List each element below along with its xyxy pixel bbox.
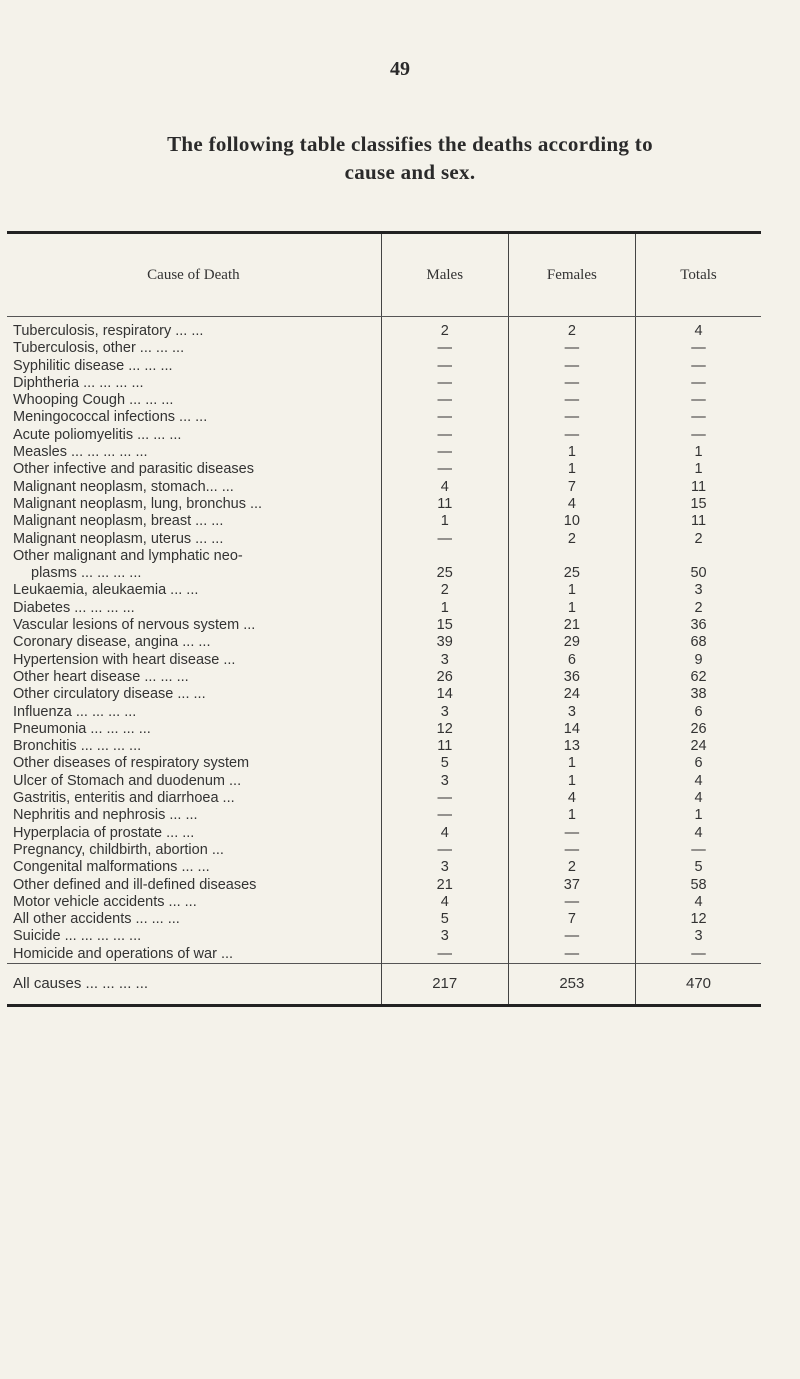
table-row bbox=[7, 773, 761, 790]
males-cell: — bbox=[381, 392, 508, 409]
males-cell: 4 bbox=[381, 825, 508, 842]
header-totals: Totals bbox=[636, 234, 761, 317]
females-cell: 25 bbox=[508, 548, 635, 583]
totals-cell: 6 bbox=[636, 755, 761, 772]
totals-cell: 2 bbox=[636, 600, 761, 617]
males-cell: — bbox=[381, 531, 508, 548]
females-cell: 7 bbox=[508, 911, 635, 928]
totals-cell: — bbox=[636, 946, 761, 964]
females-cell: 1 bbox=[508, 444, 635, 461]
males-cell: — bbox=[381, 427, 508, 444]
cause-cell: Meningococcal infections ... ... bbox=[13, 409, 208, 426]
table-row bbox=[7, 513, 761, 530]
totals-cell: — bbox=[636, 842, 761, 859]
cause-cell: Other circulatory disease ... ... bbox=[13, 686, 206, 703]
cause-cell: Influenza ... ... ... ... bbox=[13, 703, 137, 720]
males-cell: 25 bbox=[381, 548, 508, 583]
table-row bbox=[7, 842, 761, 859]
cause-cell: Syphilitic disease ... ... ... bbox=[13, 357, 173, 374]
cause-cell: Coronary disease, angina ... ... bbox=[13, 634, 211, 651]
totals-cell: 58 bbox=[636, 877, 761, 894]
table-row bbox=[7, 790, 761, 807]
table-row bbox=[7, 807, 761, 824]
females-cell: — bbox=[508, 358, 635, 375]
females-cell: 1 bbox=[508, 755, 635, 772]
females-cell: 2 bbox=[508, 859, 635, 876]
females-cell: — bbox=[508, 946, 635, 964]
cause-cell: Homicide and operations of war ... bbox=[13, 945, 234, 962]
totals-cell: 26 bbox=[636, 721, 761, 738]
table-row bbox=[7, 582, 761, 599]
table-row bbox=[7, 652, 761, 669]
totals-cell: 36 bbox=[636, 617, 761, 634]
males-cell: — bbox=[381, 946, 508, 964]
females-cell: 10 bbox=[508, 513, 635, 530]
table-row bbox=[7, 548, 761, 583]
cause-cell: Other infective and parasitic diseases bbox=[13, 461, 254, 478]
cause-cell: Leukaemia, aleukaemia ... ... bbox=[13, 582, 199, 599]
cause-cell: Hypertension with heart disease ... bbox=[13, 651, 236, 668]
cause-cell: Measles ... ... ... ... ... bbox=[13, 444, 148, 461]
cause-cell: Hyperplacia of prostate ... ... bbox=[13, 824, 195, 841]
females-cell: — bbox=[508, 928, 635, 945]
cause-cell: Other diseases of respiratory system bbox=[13, 755, 250, 772]
females-cell: — bbox=[508, 427, 635, 444]
deaths-by-cause-table bbox=[7, 234, 761, 1004]
females-cell: 4 bbox=[508, 496, 635, 513]
totals-cell: 15 bbox=[636, 496, 761, 513]
table-row bbox=[7, 479, 761, 496]
males-cell: 1 bbox=[381, 513, 508, 530]
table-row bbox=[7, 531, 761, 548]
males-cell: 2 bbox=[381, 582, 508, 599]
table-row bbox=[7, 444, 761, 461]
females-cell: — bbox=[508, 375, 635, 392]
totals-cell: 4 bbox=[636, 773, 761, 790]
deaths-table-frame bbox=[7, 231, 761, 1007]
females-cell: 1 bbox=[508, 582, 635, 599]
females-cell: 24 bbox=[508, 686, 635, 703]
table-row bbox=[7, 323, 761, 340]
cause-cell: All other accidents ... ... ... bbox=[13, 911, 180, 928]
males-cell: 11 bbox=[381, 738, 508, 755]
cause-cell: Other defined and ill-defined diseases bbox=[13, 876, 257, 893]
totals-cell: 68 bbox=[636, 634, 761, 651]
cause-cell: Diabetes ... ... ... ... bbox=[13, 599, 135, 616]
totals-cell: 4 bbox=[636, 323, 761, 340]
totals-cell: 1 bbox=[636, 807, 761, 824]
females-cell: 36 bbox=[508, 669, 635, 686]
males-cell: 3 bbox=[381, 704, 508, 721]
males-cell: 3 bbox=[381, 928, 508, 945]
cause-cell: Nephritis and nephrosis ... ... bbox=[13, 807, 198, 824]
males-cell: 3 bbox=[381, 773, 508, 790]
males-cell: 2 bbox=[381, 323, 508, 340]
table-header-row bbox=[7, 234, 761, 317]
males-cell: — bbox=[381, 358, 508, 375]
males-cell: — bbox=[381, 790, 508, 807]
table-row bbox=[7, 755, 761, 772]
females-cell: 2 bbox=[508, 531, 635, 548]
females-cell: — bbox=[508, 340, 635, 357]
totals-cell: 12 bbox=[636, 911, 761, 928]
totals-cell: 6 bbox=[636, 704, 761, 721]
males-cell: 3 bbox=[381, 652, 508, 669]
table-row bbox=[7, 928, 761, 945]
totals-cell: 5 bbox=[636, 859, 761, 876]
males-cell: 12 bbox=[381, 721, 508, 738]
males-cell: 4 bbox=[381, 479, 508, 496]
males-cell: — bbox=[381, 409, 508, 426]
females-cell: — bbox=[508, 842, 635, 859]
females-cell: 1 bbox=[508, 600, 635, 617]
cause-cell: Ulcer of Stomach and duodenum ... bbox=[13, 772, 242, 789]
total-totals: 470 bbox=[636, 963, 761, 1004]
totals-cell: 62 bbox=[636, 669, 761, 686]
table-row bbox=[7, 358, 761, 375]
totals-cell: — bbox=[636, 392, 761, 409]
totals-cell: 3 bbox=[636, 582, 761, 599]
cause-cell: Whooping Cough ... ... ... bbox=[13, 392, 174, 409]
totals-cell: 1 bbox=[636, 461, 761, 478]
table-row bbox=[7, 496, 761, 513]
title-line-2: cause and sex. bbox=[344, 160, 476, 184]
cause-cell: Other heart disease ... ... ... bbox=[13, 668, 189, 685]
cause-text-line-1: Other malignant and lymphatic neo- bbox=[13, 547, 243, 564]
females-cell: 21 bbox=[508, 617, 635, 634]
cause-cell: Tuberculosis, other ... ... ... bbox=[13, 340, 185, 357]
cause-cell: Malignant neoplasm, lung, bronchus ... bbox=[13, 495, 263, 512]
page-number: 49 bbox=[390, 58, 410, 80]
table-row bbox=[7, 859, 761, 876]
totals-cell: — bbox=[636, 409, 761, 426]
table-row bbox=[7, 375, 761, 392]
table-row bbox=[7, 340, 761, 357]
females-cell: 1 bbox=[508, 773, 635, 790]
table-row bbox=[7, 877, 761, 894]
totals-cell: 1 bbox=[636, 444, 761, 461]
females-cell: 13 bbox=[508, 738, 635, 755]
males-cell: — bbox=[381, 444, 508, 461]
females-cell: — bbox=[508, 825, 635, 842]
females-cell: 4 bbox=[508, 790, 635, 807]
total-males: 217 bbox=[381, 963, 508, 1004]
cause-cell: Bronchitis ... ... ... ... bbox=[13, 738, 142, 755]
totals-cell: 38 bbox=[636, 686, 761, 703]
totals-cell: 2 bbox=[636, 531, 761, 548]
males-cell: — bbox=[381, 375, 508, 392]
totals-cell: — bbox=[636, 427, 761, 444]
totals-cell: 24 bbox=[636, 738, 761, 755]
males-cell: 3 bbox=[381, 859, 508, 876]
title-line-1: The following table classifies the deaths according to bbox=[167, 132, 653, 156]
females-cell: 29 bbox=[508, 634, 635, 651]
totals-cell: 50 bbox=[636, 548, 761, 583]
total-cause: All causes ... ... ... ... bbox=[7, 963, 381, 1004]
females-cell: — bbox=[508, 392, 635, 409]
cause-cell: Congenital malformations ... ... bbox=[13, 859, 210, 876]
males-cell: 1 bbox=[381, 600, 508, 617]
cause-cell: Motor vehicle accidents ... ... bbox=[13, 893, 197, 910]
totals-cell: — bbox=[636, 340, 761, 357]
table-row bbox=[7, 738, 761, 755]
table-body bbox=[7, 317, 761, 964]
table-row bbox=[7, 911, 761, 928]
header-males: Males bbox=[381, 234, 508, 317]
females-cell: — bbox=[508, 894, 635, 911]
females-cell: 1 bbox=[508, 461, 635, 478]
cause-cell: Malignant neoplasm, stomach... ... bbox=[13, 478, 234, 495]
males-cell: 26 bbox=[381, 669, 508, 686]
table-row bbox=[7, 669, 761, 686]
table-row bbox=[7, 617, 761, 634]
table-row bbox=[7, 686, 761, 703]
table-row bbox=[7, 392, 761, 409]
cause-cell: Gastritis, enteritis and diarrhoea ... bbox=[13, 790, 235, 807]
females-cell: — bbox=[508, 409, 635, 426]
table-row bbox=[7, 409, 761, 426]
males-cell: 5 bbox=[381, 755, 508, 772]
total-females: 253 bbox=[508, 963, 635, 1004]
totals-cell: 4 bbox=[636, 790, 761, 807]
cause-cell: Suicide ... ... ... ... ... bbox=[13, 928, 142, 945]
table-row bbox=[7, 461, 761, 478]
totals-cell: 4 bbox=[636, 825, 761, 842]
males-cell: 15 bbox=[381, 617, 508, 634]
males-cell: — bbox=[381, 842, 508, 859]
cause-cell: Malignant neoplasm, breast ... ... bbox=[13, 513, 224, 530]
total-row bbox=[7, 963, 761, 1004]
table-row bbox=[7, 946, 761, 964]
table-row bbox=[7, 704, 761, 721]
females-cell: 7 bbox=[508, 479, 635, 496]
table-row bbox=[7, 634, 761, 651]
totals-cell: 9 bbox=[636, 652, 761, 669]
males-cell: 5 bbox=[381, 911, 508, 928]
cause-cell: Pneumonia ... ... ... ... bbox=[13, 720, 151, 737]
males-cell: — bbox=[381, 807, 508, 824]
totals-cell: — bbox=[636, 358, 761, 375]
females-cell: 3 bbox=[508, 704, 635, 721]
cause-cell: Diphtheria ... ... ... ... bbox=[13, 374, 144, 391]
totals-cell: 4 bbox=[636, 894, 761, 911]
header-cause: Cause of Death bbox=[7, 234, 381, 317]
page-title bbox=[60, 130, 760, 186]
cause-cell bbox=[7, 548, 381, 583]
cause-cell: Acute poliomyelitis ... ... ... bbox=[13, 426, 182, 443]
header-females: Females bbox=[508, 234, 635, 317]
totals-cell: 11 bbox=[636, 513, 761, 530]
cause-text-line-2: plasms ... ... ... ... bbox=[31, 565, 142, 582]
females-cell: 1 bbox=[508, 807, 635, 824]
table-row bbox=[7, 894, 761, 911]
table-row bbox=[7, 427, 761, 444]
males-cell: 21 bbox=[381, 877, 508, 894]
cause-cell: Vascular lesions of nervous system ... bbox=[13, 617, 256, 634]
totals-cell: — bbox=[636, 375, 761, 392]
males-cell: — bbox=[381, 461, 508, 478]
females-cell: 2 bbox=[508, 323, 635, 340]
females-cell: 14 bbox=[508, 721, 635, 738]
cause-cell: Malignant neoplasm, uterus ... ... bbox=[13, 530, 224, 547]
totals-cell: 11 bbox=[636, 479, 761, 496]
cause-cell: Tuberculosis, respiratory ... ... bbox=[13, 323, 204, 339]
males-cell: 14 bbox=[381, 686, 508, 703]
males-cell: 39 bbox=[381, 634, 508, 651]
table-row bbox=[7, 600, 761, 617]
cause-cell: Pregnancy, childbirth, abortion ... bbox=[13, 841, 224, 858]
totals-cell: 3 bbox=[636, 928, 761, 945]
males-cell: 11 bbox=[381, 496, 508, 513]
females-cell: 6 bbox=[508, 652, 635, 669]
table-row bbox=[7, 721, 761, 738]
table-row bbox=[7, 825, 761, 842]
males-cell: 4 bbox=[381, 894, 508, 911]
females-cell: 37 bbox=[508, 877, 635, 894]
males-cell: — bbox=[381, 340, 508, 357]
